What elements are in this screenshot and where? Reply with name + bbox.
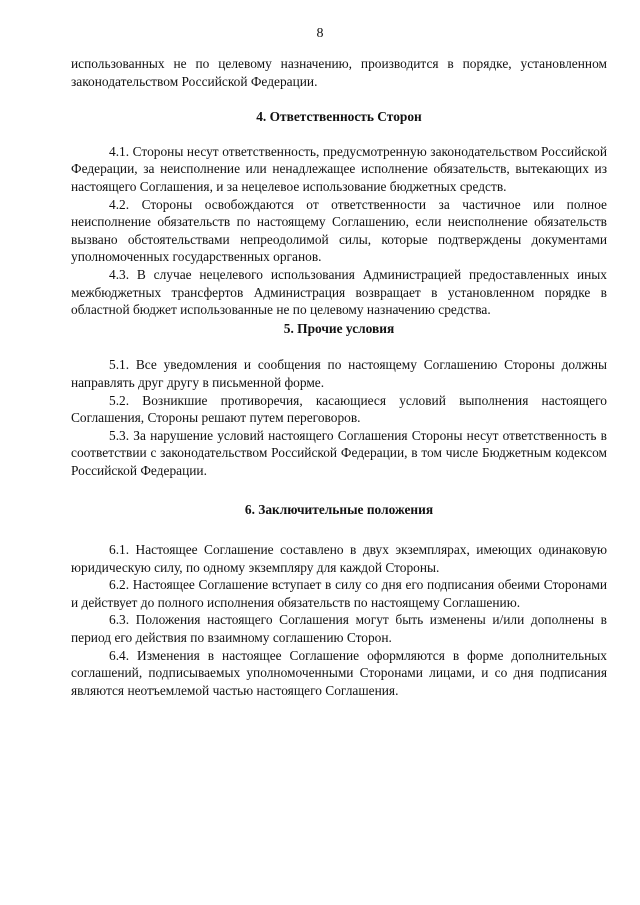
clause-5-2: 5.2. Возникшие противоречия, касающиеся условий выполнения настоящего Соглашения, Стороны решают путем переговоров.	[71, 392, 607, 426]
section-heading-final-provisions: 6. Заключительные положения	[244, 502, 434, 518]
clause-5-1: 5.1. Все уведомления и сообщения по настоящему Соглашению Стороны должны направлять друг другу в письменной форме.	[71, 357, 607, 390]
section-heading-other-terms: 5. Прочие условия	[283, 320, 395, 336]
clause-5-3: 5.3. За нарушение условий настоящего Соглашения Стороны несут ответственность в соответствии с законодательством Российской Федерации, в том числе Бюджетным кодексом Российской Федерации.	[71, 427, 607, 478]
continuation-paragraph: использованных не по целевому назначению, производится в порядке, установленном законодательством Российской Федерации.	[71, 56, 607, 89]
clause-6-4: 6.4. Изменения в настоящее Соглашение оформляются в форме дополнительных соглашений, подписываемых уполномоченными Сторонами лицами, и со дня подписания являются неотъемлемой частью настоящего Соглашения.	[71, 647, 607, 698]
page-number: 8	[316, 26, 324, 41]
clause-6-1: 6.1. Настоящее Соглашение составлено в двух экземплярах, имеющих одинаковую юридическую силу, по одному экземпляру для каждой Стороны.	[71, 542, 607, 575]
clause-6-2: 6.2. Настоящее Соглашение вступает в силу со дня его подписания обеими Сторонами и действует до полного исполнения обязательств по настоящему Соглашению.	[71, 577, 607, 610]
clause-4-3: 4.3. В случае нецелевого использования Администрацией предоставленных иных межбюджетных трансфертов Администрация возвращает в установленном порядке в областной бюджет использованные не по целевому назначению средства.	[71, 266, 607, 318]
section-heading-responsibility: 4. Ответственность Сторон	[256, 109, 422, 125]
clause-6-3: 6.3. Положения настоящего Соглашения могут быть изменены и/или дополнены в период его действия по взаимному соглашению Сторон.	[71, 612, 607, 646]
document-body	[71, 55, 607, 699]
clause-4-1: 4.1. Стороны несут ответственность, предусмотренную законодательством Российской Федерации, за неисполнение или ненадлежащее исполнение обязательств, вытекающих из настоящего Соглашения, и за нецелевое использование бюджетных средств.	[71, 143, 607, 194]
clause-4-2: 4.2. Стороны освобождаются от ответственности за частичное или полное неисполнение обязательств по настоящему Соглашению, если неисполнение обязательств вызвано обстоятельствами непреодолимой силы, которые подтверждены документами уполномоченных государственных органов.	[71, 196, 607, 265]
